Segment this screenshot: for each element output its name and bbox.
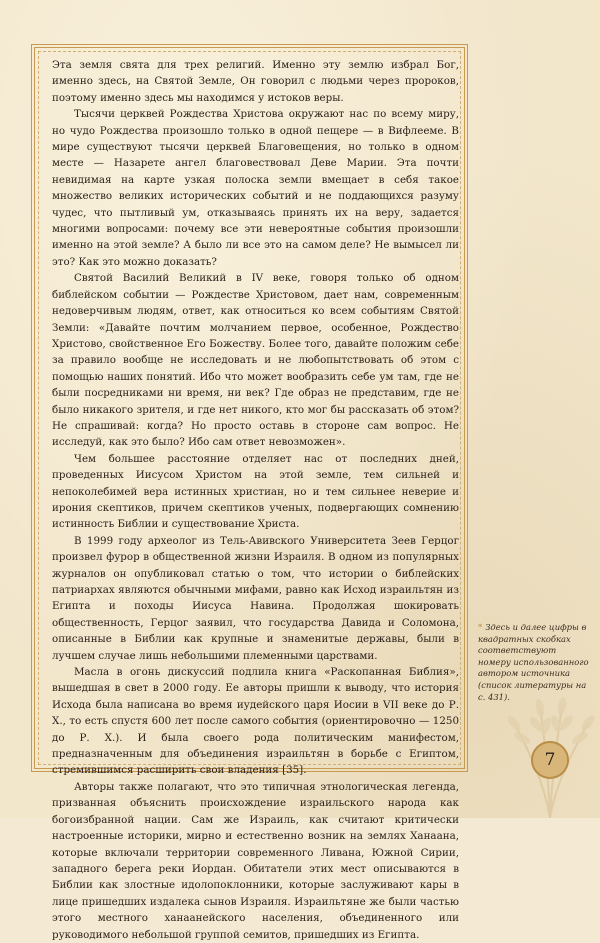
paragraph-1: Эта земля свята для трех религий. Именно эту землю избрал Бог, именно здесь, на Святой Земле, Он говорил с людьми через пророков, поэтому именно здесь мы находимся у истоков веры. [52,59,459,104]
paragraph-4: Чем большее расстояние отделяет нас от последних дней, проведенных Иисусом Христом на этой земле, тем сильней и непоколебимей вера истинных христиан, но и тем сильнее неверие и ирония скептиков, причем скептиков ученых, подвергающих сомнению истинность Библии и существование Христа. [52,452,459,531]
paragraph-2: Тысячи церквей Рождества Христова окружают нас по всему миру, но чудо Рождества произошло только в одной пещере — в Вифлееме. В мире существуют тысячи церквей Благовещения, но только в одном месте — Назарете ангел благовествовал Деве Марии. Эта почти невидимая на карте узкая полоска земли вмещает в себя такое множество великих исторических событий и не поддающихся разуму чудес, что пытливый ум, отказываясь принять их на веру, задается многими вопросами: почему все эти невероятные события произошли именно на этой земле? А было ли все это на самом деле? Не вымысел ли это? Как это можно доказать? [52,108,459,268]
paragraph-6: Масла в огонь дискуссий подлила книга «Раскопанная Библия», вышедшая в свет в 2000 году. Ее авторы пришли к выводу, что история Исхода была написана во время иудейского царя Иосии в VII веке до Р. Х., то есть спустя 600 лет после самого события (ориентировочно — 1250 до Р. Х.). И была своего рода политическим манифестом, предназначенным для объединения израильтян в борьбе с Египтом, стремившимся расширить свои владения [35]. [52,666,459,777]
paragraph-5: В 1999 году археолог из Тель-Авивского Университета Зеев Герцог произвел фурор в общественной жизни Израиля. В одном из популярных журналов он опубликовал статью о том, что истории о библейских патриархах являются обычными мифами, равно как Исход израильтян из Египта и походы Иисуса Навина. Продолжая шокировать общественность, Герцог заявил, что государства Давида и Соломона, описанные в Библии как крупные и знаменитые державы, были в лучшем случае лишь небольшими племенными царствами. [52,534,459,662]
page-number: 7 [531,741,569,779]
footnote-text: Здесь и далее цифры в квадратных скобках соответствуют номеру использованного автором источника (список литературы на с. 431). [478,622,589,702]
body-text [52,57,459,943]
paragraph-7: Авторы также полагают, что это типичная этнологическая легенда, призванная объяснить происхождение израильского народа как богоизбранной нации. Сам же Израиль, как считают критически настроенные историки, мирно и естественно возник на землях Ханаана, которые включали территории современного Ливана, Южной Сирии, западного берега реки Иордан. Обитатели этих мест описываются в Библии как злостные идолопоклонники, которые заслуживают кары в лице пришедших издалека сынов Израиля. Израильтяне же были частью этого местного ханаанейского населения, объединенного или руководимого небольшой группой семитов, пришедших из Египта. [52,780,459,941]
footnote-marker: * [478,622,483,632]
paragraph-3: Святой Василий Великий в IV веке, говоря только об одном библейском событии — Рождестве Христовом, дает нам, современным недоверчивым людям, ответ, как относиться ко всем событиям Святой Земли: «Давайте почтим молчанием первое, особенное, Рождество Христово, свойственное Его Божеству. Более того, давайте положим себе за правило вообще не исследовать и не любопытствовать об этом с помощью наших понятий. Ибо что может вообразить себе ум там, где не были посредниками ни время, ни век? Где образ не представим, где не было никакого зрителя, и где нет никого, кто мог бы рассказать об этом? Не спрашивай: когда? Но просто оставь в стороне сам вопрос. Не исследуй, как это было? Ибо сам ответ невозможен». [52,272,459,449]
